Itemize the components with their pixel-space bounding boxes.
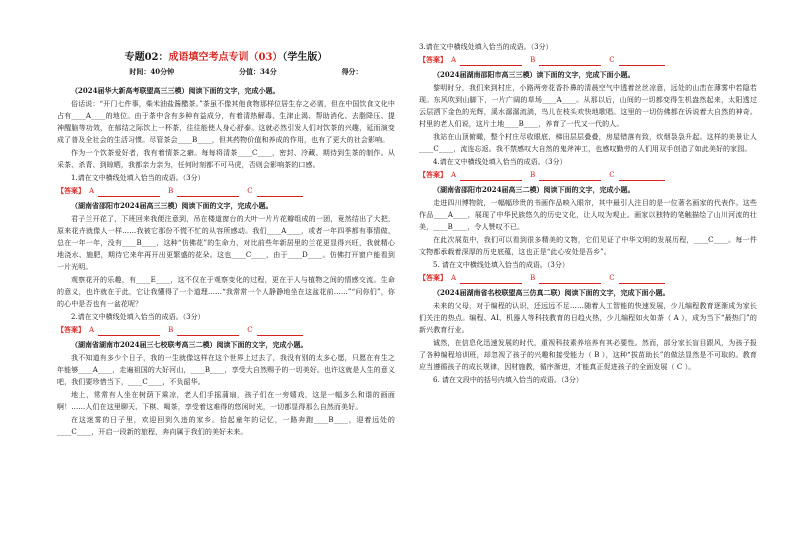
option-label: B xyxy=(530,171,536,179)
option-label: B xyxy=(168,187,174,195)
answer-blank[interactable] xyxy=(177,327,239,336)
title-suffix: （学生版） xyxy=(282,52,328,63)
option-label: C xyxy=(247,187,253,195)
answer-label: 【答案】 xyxy=(419,170,447,179)
answer-row xyxy=(419,54,757,66)
passage-paragraph: 诚然，在信息化迅速发展的时代，重视科技素养培养有其必要性。然而，部分家长盲目跟风，为孩子报了各种编程培训班，却忽视了孩子的兴趣和接受能力（ B ），这种“拔苗助长”的做法显然是不可取的。教育应当遵循孩子的成长规律，因材施教，循序渐进，才能真正促进孩子的全面发展（ C ）。 xyxy=(419,339,757,371)
passage-paragraph: 俗话说：“开门七件事，柴米油盐酱醋茶。”茶虽不像其他食物那样位居生存之必需，但在中国饮食文化中占有____A____的地位。由于茶中含有多种有益成分，有着清热解毒、生津止渴、帮助消化、去脂降压、提神醒脑等功效，在郁结之际饮上一杯茶，往往能使人身心舒泰。这就必然引发人们对饮茶的兴趣，延而演变成了普及全社会的生活习惯。尽管茶会____B____，但其药物价值和养成的作用，也有了更大的社会影响。 xyxy=(57,100,395,144)
option-label: A xyxy=(451,171,457,179)
option-label: A xyxy=(451,274,457,282)
section-source: （湖南省邵阳市2024届高三二模）阅读下面的文字，完成小题。 xyxy=(433,185,635,194)
question: 3.请在文中横线处填入恰当的成语。（3分） xyxy=(419,43,553,51)
passage-paragraph: 作为一个饮茶爱好者，我有着情茶之癖。每每将清茶____C____，密封、冷藏、期待到生茶的制作。从采茶、杀青、到晾晒，我都亲力亲为，任何时刻都不可马虎，否则会影响茶的口感。 xyxy=(57,149,395,169)
passage-paragraph: 黎明时分，我们来到村庄，小路两旁花香扑鼻的清晨空气中透着丝丝凉意，远处的山峦在薄雾中若隐若现。东风吹到山脚下，一片广阔的草场____A____。从那以后，山间的一切都变得生机盎然起来，太阳透过云层洒下金色的光辉，溪水潺潺流淌，鸟儿在枝头欢快地歌唱。这里的一切仿佛都在诉说着大自然的神奇。村里的老人们说，这片土地____B____，养育了一代又一代的人。 xyxy=(419,84,757,128)
answer-blank[interactable] xyxy=(460,57,522,66)
answer-row xyxy=(57,324,395,336)
section-source: （2024届华大新高考联盟高三三模）阅读下面的文字，完成小题。 xyxy=(71,86,280,95)
exam-meta xyxy=(57,67,395,77)
section-source: （湖南省邵阳市2024届高三三模）阅读下面的文字，完成小题。 xyxy=(71,201,273,210)
right-column xyxy=(419,40,757,387)
question: 5. 请在文中横线处填入恰当的成语。（3分） xyxy=(433,261,569,269)
passage-paragraph: 观察花开的乐趣，有____E____，这不仅在于观察变化的过程，更在于人与植物之间的情感交流。生命的意义，也许就在于此，它让我懂得了一个道理……“我常常一个人静静地坐在这盆花前……”“问你们”，你的心中是否也有一盆花呢？ xyxy=(57,276,395,308)
answer-blank[interactable] xyxy=(98,188,160,197)
option-label: C xyxy=(247,326,253,334)
question: 6. 请在文段中的括号内填入恰当的成语。（3分） xyxy=(433,376,583,384)
passage-paragraph: 在这迷雾的日子里，欢迎回到久违的家乡。拾起童年的记忆，一路奔跑____B____，迎着远处的____C____，开启一段新的旅程，奔向属于我们的美好未来。 xyxy=(57,416,395,436)
option-label: A xyxy=(89,187,95,195)
question: 1.请在文中横线处填入恰当的成语。（3分） xyxy=(71,174,205,182)
time-label: 时间：40分钟 xyxy=(129,67,175,76)
option-label: C xyxy=(609,56,615,64)
passage-paragraph: 未来的父母，对于编程的认识，还远远不足……随着人工智能的快速发展，少儿编程教育逐渐成为家长们关注的热点。编程、AI、机器人等科技教育的日趋火热，少儿编程如火如荼（ A ），成为当下“最热门”的新兴教育行业。 xyxy=(419,302,757,334)
section-source: （湖南省湖南市2024届三七校联考高三二模）阅读下面的文字，完成小题。 xyxy=(71,340,308,349)
got-label: 得分： xyxy=(341,67,363,76)
answer-blank[interactable] xyxy=(539,275,601,284)
answer-blank[interactable] xyxy=(460,172,522,181)
answer-row xyxy=(57,185,395,197)
score-label: 分值：34分 xyxy=(238,67,277,76)
passage-paragraph: 我站在山顶俯瞰，整个村庄尽收眼底，梯田层层叠叠，房屋错落有致，炊烟袅袅升起。这样的美景让人____C____，流连忘返。我不禁感叹大自然的鬼斧神工，也感叹勤劳的人们用双手创造了如此美好的家园。 xyxy=(419,133,757,153)
answer-blank[interactable] xyxy=(539,172,601,181)
option-label: C xyxy=(609,171,615,179)
passage-paragraph: 在此次展览中，我们可以看到很多精美的文物，它们见证了中华文明的发展历程，____C____。每一件文物都承载着深厚的历史底蕴，这也正是“此心安处是吾乡”。 xyxy=(419,236,757,256)
left-column xyxy=(57,83,395,439)
option-label: B xyxy=(530,56,536,64)
question: 2.请在文中横线处填入恰当的成语。（3分） xyxy=(71,313,205,321)
passage-paragraph: 地上，常常有人坐在树荫下乘凉，老人们手摇蒲扇，孩子们在一旁嬉戏，这是一幅多么和谐的画面啊！……人们在这里聊天、下棋、喝茶，享受着这难得的悠闲时光，一切都显得那么自然而美好。 xyxy=(57,391,395,411)
answer-row xyxy=(419,272,757,284)
answer-blank[interactable] xyxy=(98,327,160,336)
option-label: B xyxy=(168,326,174,334)
title-main: 成语填空考点专训（03） xyxy=(168,52,283,63)
answer-label: 【答案】 xyxy=(57,325,85,334)
passage-paragraph: 君子兰开花了，下班回来我便注意到，吊在楼道窗台的大叶一片片花瓣组成的一团，竟然结出了大把，原来花卉就像人一样……我被它那份不慌不忙的从容所感动。我们____A____，或者一年四季都有事情做，总在一年一年，没有____B____，这种“仿佛花”的生命力，对比前些年新居里的兰花更显得兴旺，我就精心地浇水、施肥，期待它来年再开出更繁盛的花朵。这也____C____，由于____D____。仿佛打开窗户能看到一片光明。 xyxy=(57,215,395,271)
passage-paragraph: 我不知道有多少个日子，我的一生就像这样在这个世界上过去了，我没有别的太多心愿，只愿在有生之年能够____A____，走遍祖国的大好河山，____B____，享受大自然赐予的一切美好。也许这就是人生的意义吧，我们要珍惜当下，____C____，不负韶华。 xyxy=(57,354,395,386)
answer-blank[interactable] xyxy=(177,188,239,197)
answer-blank[interactable] xyxy=(539,57,601,66)
option-label: A xyxy=(89,326,95,334)
answer-blank[interactable] xyxy=(257,327,303,336)
section-source: （2024届湖南邵阳市高三三模）读下面的文字，完成下面小题。 xyxy=(433,70,635,79)
question: 4.请在文中横线处填入恰当的成语。（3分） xyxy=(433,158,567,166)
answer-label: 【答案】 xyxy=(419,273,447,282)
answer-blank[interactable] xyxy=(257,188,303,197)
answer-blank[interactable] xyxy=(619,57,665,66)
passage-paragraph: 走进四川博物院，一幅幅珍贵的书画作品映入眼帘，其中最引人注目的是一位著名画家的代表作。这些作品____A____，展现了中华民族悠久的历史文化，让人叹为观止。画家以独特的笔触描绘了山川河流的壮美，____B____，令人赞叹不已。 xyxy=(419,199,757,231)
answer-blank[interactable] xyxy=(619,275,665,284)
answer-blank[interactable] xyxy=(619,172,665,181)
option-label: A xyxy=(451,56,457,64)
answer-row xyxy=(419,169,757,181)
answer-label: 【答案】 xyxy=(57,186,85,195)
answer-blank[interactable] xyxy=(460,275,522,284)
section-source: （2024届湖南省名校联盟高三仿真二联）阅读下面的文字，完成下面小题。 xyxy=(433,288,670,297)
page-title xyxy=(57,51,395,64)
option-label: C xyxy=(609,274,615,282)
option-label: B xyxy=(530,274,536,282)
title-prefix: 专题02： xyxy=(124,52,169,63)
answer-label: 【答案】 xyxy=(419,55,447,64)
